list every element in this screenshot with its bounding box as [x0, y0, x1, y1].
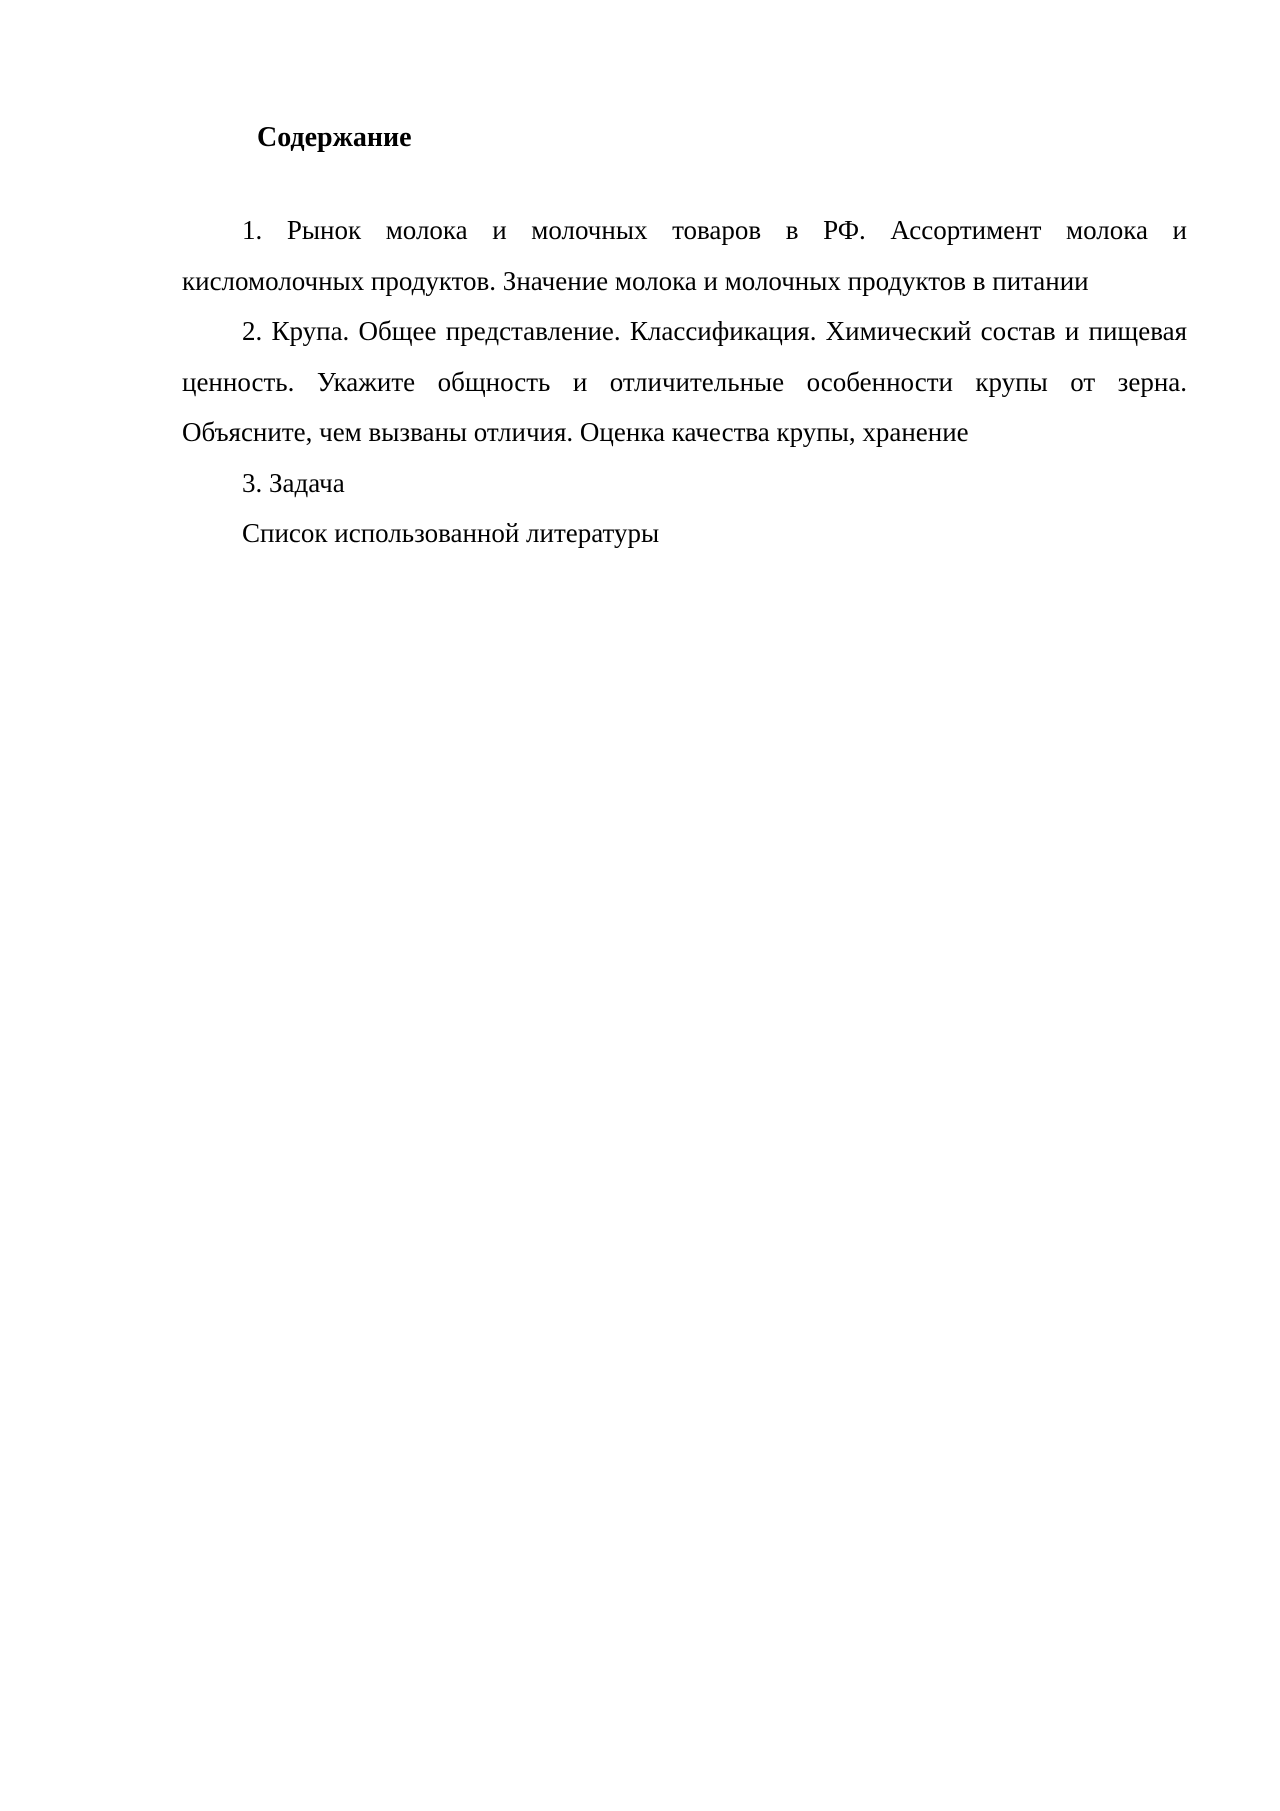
- toc-item-3: 3. Задача: [242, 467, 345, 498]
- toc-item-1: 1. Рынок молока и молочных товаров в РФ. Ассортимент молока и кисломолочных продуктов. Значение молока и молочных продуктов в питании: [182, 215, 1187, 296]
- toc-item-references: Список использованной литературы: [242, 518, 660, 548]
- toc-item-2: 2. Крупа. Общее представление. Классификация. Химический состав и пищевая ценность. Укажите общность и отличительные особенности крупы от зерна. Объясните, чем вызваны отличия. Оценка качества крупы, хранение: [182, 316, 1187, 447]
- page-title: Содержание: [257, 122, 412, 153]
- table-of-contents: [182, 205, 1187, 559]
